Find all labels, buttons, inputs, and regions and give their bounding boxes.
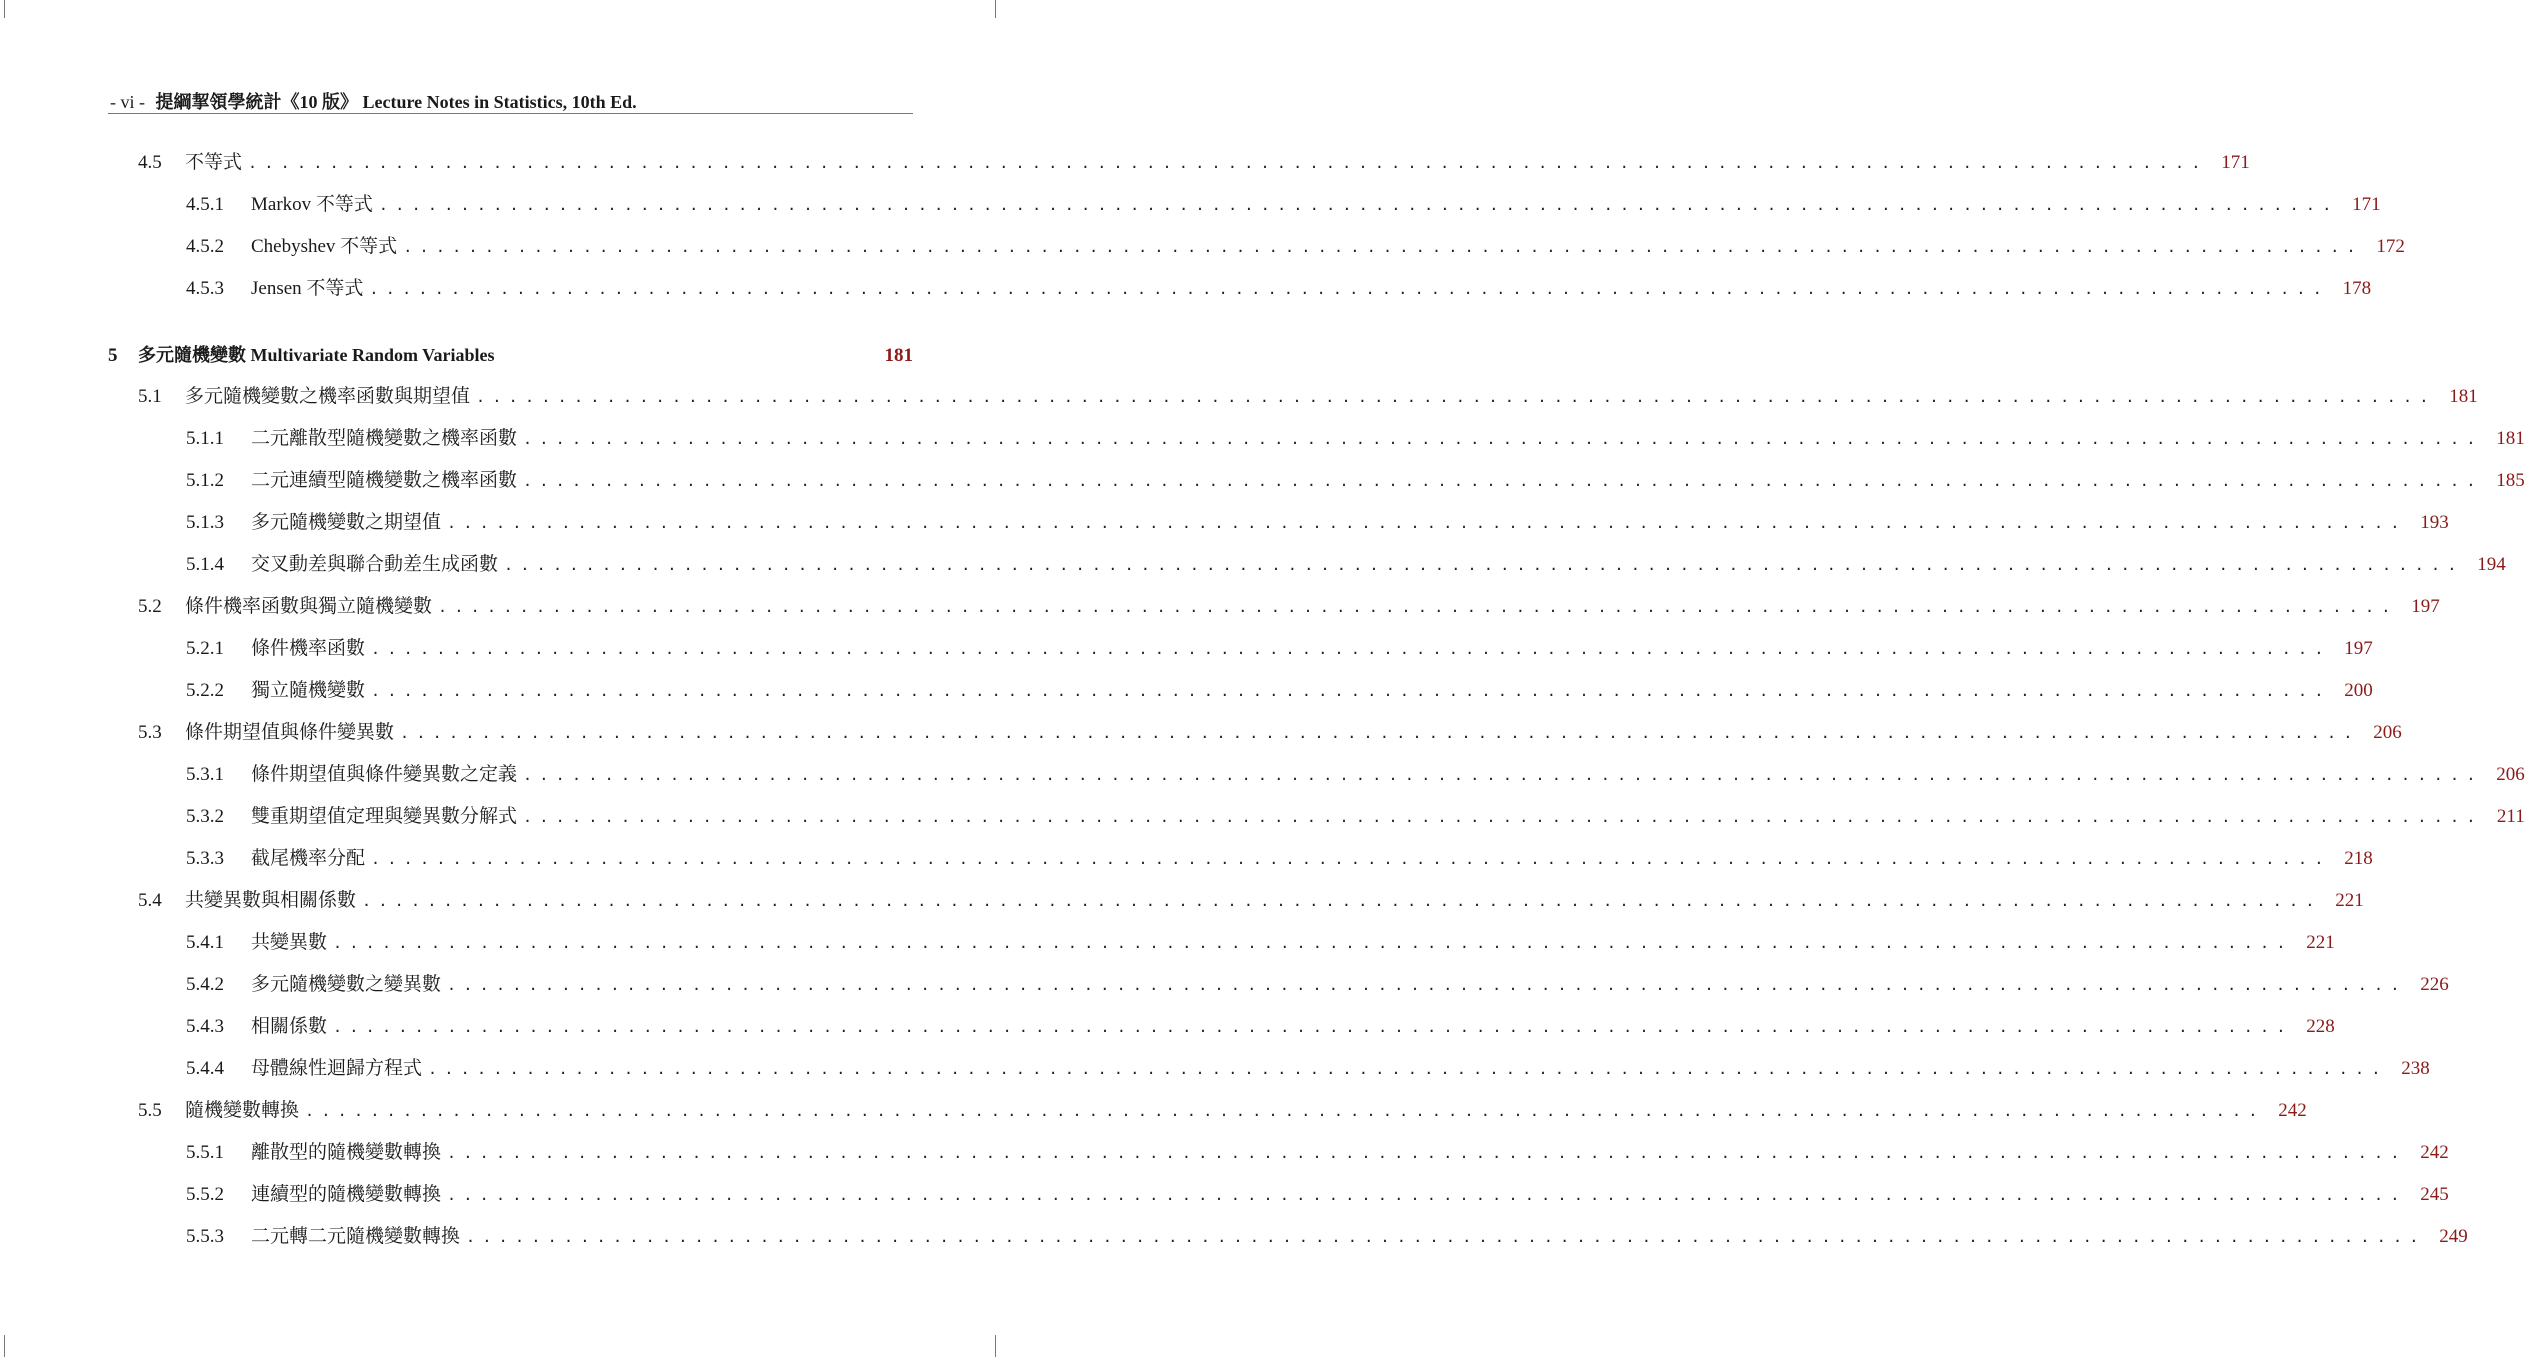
toc-entry-number: 5.2.2 <box>186 680 224 701</box>
toc-entry-title: 母體線性迴歸方程式 <box>251 1058 423 1079</box>
toc-entry-number: 5.2.1 <box>186 638 224 659</box>
toc-entry-number: 5.4.2 <box>186 974 224 995</box>
dot-leader: ........................................................................................................................ <box>305 1102 2265 1120</box>
dot-leader: ........................................................................................................................ <box>248 154 2208 172</box>
toc-entry-title: 截尾機率分配 <box>251 848 366 869</box>
toc-subsection-entry[interactable] <box>186 275 2372 303</box>
toc-page-number: 206 <box>2496 764 2525 785</box>
toc-entry-number: 4.5.2 <box>186 236 224 257</box>
toc-entry-title: 隨機變數轉換 <box>185 1100 300 1121</box>
toc-entry-title: 共變異數與相關係數 <box>185 890 357 911</box>
toc-page-number: 200 <box>2344 680 2373 701</box>
toc-subsection-entry[interactable] <box>186 1139 2449 1167</box>
toc-entry-title: 連續型的隨機變數轉換 <box>251 1184 442 1205</box>
toc-section-entry[interactable] <box>138 887 2364 915</box>
toc-subsection-entry[interactable] <box>186 1013 2335 1041</box>
toc-entry-number: 4.5.1 <box>186 194 224 215</box>
toc-page-number: 211 <box>2496 806 2525 827</box>
dot-leader: ........................................................................................................................ <box>333 934 2293 952</box>
book-title: 提綱挈領學統計《10 版》 Lecture Notes in Statistics, 10th Ed. <box>155 92 637 112</box>
dot-leader: ........................................................................................................................ <box>447 1186 2407 1204</box>
toc-page-number: 206 <box>2373 722 2402 743</box>
toc-page-number: 228 <box>2306 1016 2335 1037</box>
dot-leader: ........................................................................................................................ <box>447 514 2407 532</box>
toc-page-number: 193 <box>2420 512 2449 533</box>
toc-entry-title: 多元隨機變數之變異數 <box>251 974 442 995</box>
dot-leader: ........................................................................................................................ <box>369 280 2330 298</box>
toc-entry-number: 4.5 <box>138 152 162 173</box>
dot-leader: ........................................................................................................................ <box>428 1060 2388 1078</box>
dot-leader: ........................................................................................................................ <box>333 1018 2293 1036</box>
toc-entry-number: 5.4 <box>138 890 162 911</box>
toc-entry-title: 多元隨機變數 Multivariate Random Variables <box>138 345 495 365</box>
toc-entry-title: 二元連續型隨機變數之機率函數 <box>251 470 518 491</box>
toc-entry-title: 相關係數 <box>251 1016 328 1037</box>
dot-leader: ........................................................................................................................ <box>523 430 2483 448</box>
toc-entry-title: 條件機率函數 <box>251 638 366 659</box>
toc-subsection-entry[interactable] <box>186 929 2335 957</box>
toc-entry-number: 5.4.3 <box>186 1016 224 1037</box>
dot-leader: ........................................................................................................................ <box>447 976 2407 994</box>
toc-page-number: 242 <box>2420 1142 2449 1163</box>
toc-subsection-entry[interactable] <box>186 425 2525 453</box>
toc-section-entry[interactable] <box>138 719 2402 747</box>
toc-page-number: 172 <box>2376 236 2405 257</box>
toc-page-number: 171 <box>2221 152 2250 173</box>
toc-entry-title: 多元隨機變數之期望值 <box>251 512 442 533</box>
toc-page-number: 185 <box>2496 470 2525 491</box>
toc-section-entry[interactable] <box>138 593 2440 621</box>
toc-subsection-entry[interactable] <box>186 1181 2449 1209</box>
dot-leader: ........................................................................................................................ <box>476 388 2436 406</box>
dot-leader: ........................................................................................................................ <box>400 724 2360 742</box>
toc-page-number: 197 <box>2411 596 2440 617</box>
dot-leader: ........................................................................................................................ <box>371 682 2331 700</box>
dot-leader: ........................................................................................................................ <box>523 766 2483 784</box>
toc-entry-title: 二元轉二元隨機變數轉換 <box>251 1226 461 1247</box>
toc-entry-number: 5 <box>108 345 118 366</box>
toc-page-number: 249 <box>2439 1226 2468 1247</box>
dot-leader: ........................................................................................................................ <box>438 598 2398 616</box>
toc-subsection-entry[interactable] <box>186 803 2525 831</box>
toc-page-number: 238 <box>2401 1058 2430 1079</box>
toc-subsection-entry[interactable] <box>186 551 2506 579</box>
toc-entry-number: 5.2 <box>138 596 162 617</box>
toc-subsection-entry[interactable] <box>186 761 2525 789</box>
toc-subsection-entry[interactable] <box>186 845 2373 873</box>
toc-entry-title: 二元離散型隨機變數之機率函數 <box>251 428 518 449</box>
dot-leader: ........................................................................................................................ <box>378 196 2339 214</box>
toc-entry-number: 5.3.3 <box>186 848 224 869</box>
toc-page-number: 221 <box>2335 890 2364 911</box>
toc-page-number: 245 <box>2420 1184 2449 1205</box>
toc-section-entry[interactable] <box>138 383 2478 411</box>
toc-page-number: 181 <box>2449 386 2478 407</box>
dot-leader: ........................................................................................................................ <box>523 808 2483 826</box>
toc-subsection-entry[interactable] <box>186 467 2525 495</box>
toc-chapter-entry[interactable] <box>108 341 913 369</box>
toc-entry-number: 5.5.1 <box>186 1142 224 1163</box>
toc-section-entry[interactable] <box>138 1097 2307 1125</box>
toc-entry-title: 離散型的隨機變數轉換 <box>251 1142 442 1163</box>
toc-entry-number: 5.1.3 <box>186 512 224 533</box>
toc-page-number: 194 <box>2477 554 2506 575</box>
toc-entry-title: 交叉動差與聯合動差生成函數 <box>251 554 499 575</box>
toc-subsection-entry[interactable] <box>186 1223 2468 1251</box>
toc-subsection-entry[interactable] <box>186 1055 2430 1083</box>
toc-entry-title: Jensen 不等式 <box>251 278 364 299</box>
dot-leader: ........................................................................................................................ <box>371 640 2331 658</box>
toc-page-number: 226 <box>2420 974 2449 995</box>
dot-leader: ........................................................................................................................ <box>371 850 2331 868</box>
toc-section-entry[interactable] <box>138 149 2250 177</box>
toc-entry-number: 5.1.1 <box>186 428 224 449</box>
toc-subsection-entry[interactable] <box>186 191 2381 219</box>
toc-entry-title: 條件期望值與條件變異數 <box>185 722 395 743</box>
toc-subsection-entry[interactable] <box>186 233 2405 261</box>
toc-entry-number: 5.1 <box>138 386 162 407</box>
toc-subsection-entry[interactable] <box>186 509 2449 537</box>
toc-entry-number: 5.3.2 <box>186 806 224 827</box>
toc-entry-title: 條件期望值與條件變異數之定義 <box>251 764 518 785</box>
toc-subsection-entry[interactable] <box>186 635 2373 663</box>
toc-page-number: 218 <box>2344 848 2373 869</box>
toc-page-number: 221 <box>2306 932 2335 953</box>
dot-leader: ........................................................................................................................ <box>403 238 2363 256</box>
dot-leader: ........................................................................................................................ <box>362 892 2322 910</box>
toc-entry-number: 5.4.1 <box>186 932 224 953</box>
toc-entry-title: 多元隨機變數之機率函數與期望值 <box>185 386 471 407</box>
toc-entry-title: 獨立隨機變數 <box>251 680 366 701</box>
toc-subsection-entry[interactable] <box>186 971 2449 999</box>
dot-leader: ........................................................................................................................ <box>447 1144 2407 1162</box>
toc-page-number: 197 <box>2344 638 2373 659</box>
page-label: - vi - <box>110 92 145 112</box>
toc-page-number: 181 <box>884 345 913 366</box>
dot-leader: ........................................................................................................................ <box>504 556 2464 574</box>
toc-entry-title: 條件機率函數與獨立隨機變數 <box>185 596 433 617</box>
toc-page-number: 171 <box>2352 194 2381 215</box>
dot-leader: ........................................................................................................................ <box>466 1228 2426 1246</box>
toc-entry-number: 5.1.4 <box>186 554 224 575</box>
toc-entry-number: 5.1.2 <box>186 470 224 491</box>
toc-entry-title: 共變異數 <box>251 932 328 953</box>
toc-entry-title: 不等式 <box>185 152 243 173</box>
toc-entry-number: 5.3 <box>138 722 162 743</box>
toc-page-number: 242 <box>2278 1100 2307 1121</box>
toc-entry-number: 5.3.1 <box>186 764 224 785</box>
toc-entry-number: 5.5.3 <box>186 1226 224 1247</box>
toc-subsection-entry[interactable] <box>186 677 2373 705</box>
toc-entry-title: Chebyshev 不等式 <box>251 236 398 257</box>
toc-entry-number: 5.5.2 <box>186 1184 224 1205</box>
toc-page-number: 178 <box>2342 278 2372 299</box>
toc-page-number: 181 <box>2496 428 2525 449</box>
toc-entry-number: 4.5.3 <box>186 278 224 299</box>
toc-entry-title: Markov 不等式 <box>251 194 373 215</box>
toc-entry-title: 雙重期望值定理與變異數分解式 <box>251 806 518 827</box>
dot-leader: ........................................................................................................................ <box>523 472 2483 490</box>
toc-entry-number: 5.4.4 <box>186 1058 224 1079</box>
toc-entry-number: 5.5 <box>138 1100 162 1121</box>
